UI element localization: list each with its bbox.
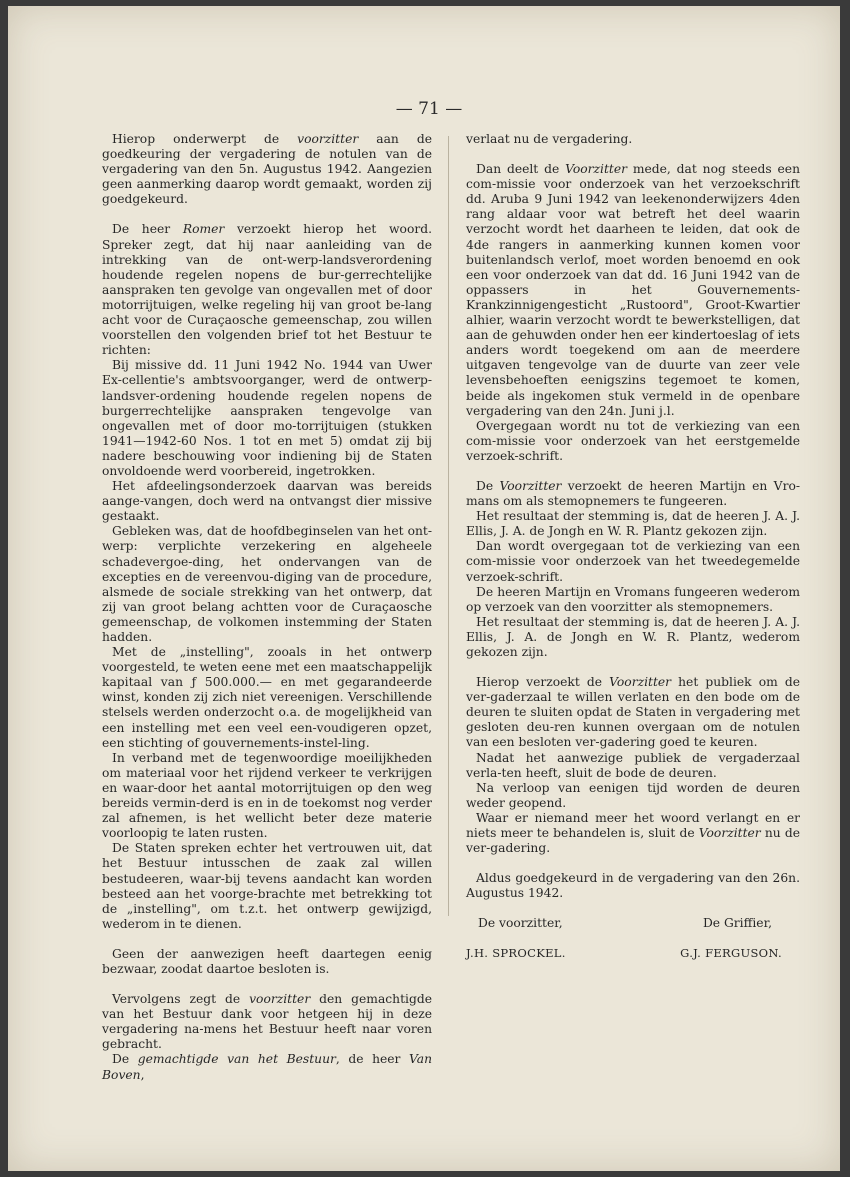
paragraph: Dan wordt overgegaan tot de verkiezing van een com-missie voor onderzoek van het tweedegemelde verzoek-schrift. bbox=[466, 539, 800, 584]
paragraph: De Voorzitter verzoekt de heeren Martijn en Vro-mans om als stemopnemers te fungeeren. bbox=[466, 478, 801, 509]
paragraph: Vervolgens zegt de voorzitter den gemachtigde van het Bestuur dank voor hetgeen hij in deze vergadering na-mens het Bestuur heeft naar voren gebracht. bbox=[102, 992, 432, 1052]
paragraph: Aldus goedgekeurd in de vergadering van den 26n. Augustus 1942. bbox=[466, 871, 800, 901]
page-number: — 71 — bbox=[395, 99, 463, 119]
left-column bbox=[102, 132, 432, 1083]
paragraph: De heeren Martijn en Vromans fungeeren wederom op verzoek van den voorzitter als stemopnemers. bbox=[466, 584, 800, 614]
voorzitter-title: De voorzitter, bbox=[478, 916, 563, 931]
paragraph: Het resultaat der stemming is, dat de heeren J. A. J. Ellis, J. A. de Jongh en W. R. Plantz gekozen zijn. bbox=[466, 509, 800, 539]
signature-names bbox=[466, 946, 800, 961]
griffier-title: De Griffier, bbox=[702, 916, 772, 931]
paragraph: In verband met de tegenwoordige moeilijkheden om materiaal voor het rijdend verkeer te verkrijgen en waar-door het aantal motorrijtuigen op den weg bereids vermin-derd is en in de toekomst nog verder zal afnemen, is het wellicht beter deze materie voorloopig te laten rusten. bbox=[102, 750, 432, 841]
signature-titles bbox=[466, 916, 800, 931]
paragraph: Bij missive dd. 11 Juni 1942 No. 1944 van Uwer Ex-cellentie's ambtsvoorganger, werd de ontwerp-landsver-ordening houdende regelen nopens de burgerrechtelijke aanspraken tengevolge van ongevallen met of door mo-torrijtuigen (stukken 1941—1942-60 Nos. 1 tot en met 5) omdat zij bij nadere beschouwing voor indiening bij de Staten onvoldoende werd voorbereid, ingetrokken. bbox=[102, 358, 432, 478]
right-column bbox=[466, 132, 800, 961]
paragraph: Na verloop van eenigen tijd worden de deuren weder geopend. bbox=[466, 780, 800, 810]
paragraph: De heer Romer verzoekt hierop het woord. Spreker zegt, dat hij naar aanleiding van de intrekking van de ont-werp-landsverordening houdende regelen nopens de bur-gerrechtelijke aanspraken ten gevolge van ongevallen met of door motorrijtuigen, welke regeling hij van groot be-lang acht voor de Curaçaosche gemeenschap, zou willen voorstellen den volgenden brief tot het Bestuur te richten: bbox=[102, 222, 432, 358]
paragraph: Waar er niemand meer het woord verlangt en er niets meer te behandelen is, sluit de Voorzitter nu de ver-gadering. bbox=[466, 810, 800, 856]
paragraph: Het afdeelingsonderzoek daarvan was bereids aange-vangen, doch werd na ontvangst dier missive gestaakt. bbox=[102, 479, 432, 524]
paragraph: Hierop onderwerpt de voorzitter aan de goedkeuring der vergadering de notulen van de vergadering van den 5n. Augustus 1942. Aangezien geen aanmerking daarop wordt gemaakt, worden zij goedgekeurd. bbox=[102, 132, 432, 207]
paragraph: De Staten spreken echter het vertrouwen uit, dat het Bestuur intusschen de zaak zal willen bestudeeren, waar-bij tevens aandacht kan worden besteed aan het voorge-brachte met betrekking tot de „instelling", om t.z.t. het ontwerp gewijzigd, wederom in te dienen. bbox=[102, 841, 432, 931]
paragraph: Geen der aanwezigen heeft daartegen eenig bezwaar, zoodat daartoe besloten is. bbox=[102, 946, 432, 976]
paragraph: verlaat nu de vergadering. bbox=[466, 132, 633, 146]
paragraph: Het resultaat der stemming is, dat de heeren J. A. J. Ellis, J. A. de Jongh en W. R. Plantz, wederom gekozen zijn. bbox=[466, 614, 800, 659]
paragraph: Nadat het aanwezige publiek de vergaderzaal verla-ten heeft, sluit de bode de deuren. bbox=[466, 750, 800, 780]
paragraph: Hierop verzoekt de Voorzitter het publiek om de ver-gaderzaal te willen verlaten en den bode om de deuren te sluiten opdat de Staten in vergadering met gesloten deu-ren kunnen overgaan om de notulen van een besloten ver-gadering goed te keuren. bbox=[466, 675, 800, 750]
paragraph: Met de „instelling", zooals in het ontwerp voorgesteld, te weten eene met een maatschappelijk kapitaal van ƒ 500.000.— en met gegarandeerde winst, konden zij zich niet vereenigen. Verschillende stelsels werden onderzocht o.a. de mogelijkheid van een instelling met een veel een-voudigeren opzet, een stichting of gouvernements-instel-ling. bbox=[102, 645, 432, 750]
column-divider bbox=[448, 136, 449, 916]
voorzitter-name: J.H. SPROCKEL. bbox=[466, 945, 566, 960]
paragraph: Dan deelt de Voorzitter mede, dat nog steeds een com-missie voor onderzoek van het verzoekschrift dd. Aruba 9 Juni 1942 van leekenonderwijzers 4den rang aldaar voor wat betreft het deel waarin verzocht wordt het daarheen te leiden, dat ook de 4de rangers in aanmerking kunnen komen voor buitenlandsch verlof, moet worden benoemd en ook een voor onderzoek van dat dd. 16 Juni 1942 van de oppassers in het Gouvernements-Krankzinnigengesticht „Rustoord", Groot-Kwartier alhier, waarin verzocht wordt te bewerkstelligen, dat aan de gehuwden onder hen eer kindertoeslag of iets anders wordt toegekend om aan de meerdere uitgaven tengevolge van de duurte van zeer vele levensbehoeften eenigszins tegemoet te komen, beide als ingekomen stuk vermeld in de openbare vergadering van den 24n. Juni j.l. bbox=[466, 162, 800, 418]
document-page bbox=[8, 6, 840, 1171]
griffier-name: G.J. FERGUSON. bbox=[680, 945, 782, 960]
paragraph: De gemachtigde van het Bestuur, de heer Van Boven, bbox=[102, 1052, 432, 1082]
paragraph: Gebleken was, dat de hoofdbeginselen van het ont-werp: verplichte verzekering en algeheele schadevergoe-ding, het ondervangen van de excepties en de vereenvou-diging van de procedure, alsmede de sociale strekking van het ontwerp, dat zij van groot belang achtten voor de Curaçaosche gemeenschap, de volkomen instemming der Staten hadden. bbox=[102, 524, 432, 644]
paragraph: Overgegaan wordt nu tot de verkiezing van een com-missie voor onderzoek van het eerstgemelde verzoek-schrift. bbox=[466, 418, 800, 463]
